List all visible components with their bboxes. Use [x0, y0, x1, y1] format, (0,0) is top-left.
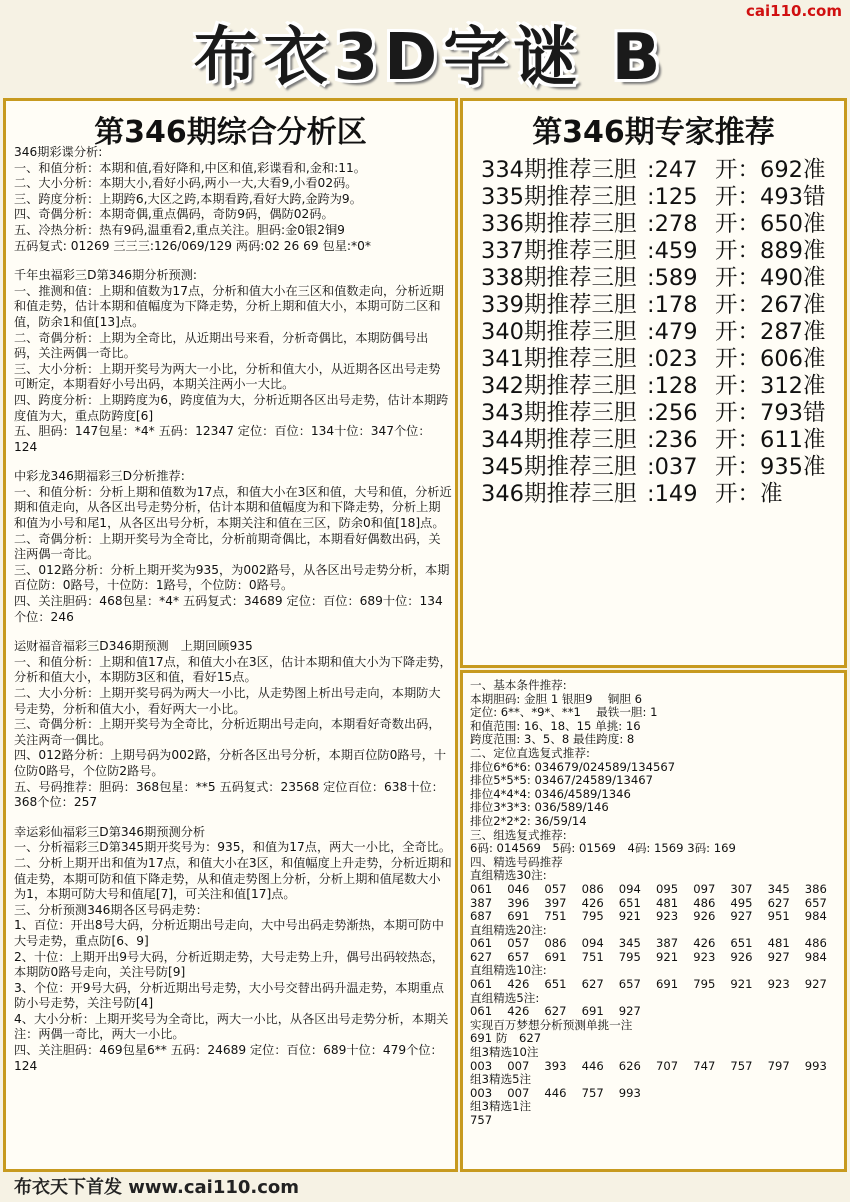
recommend-row [481, 157, 844, 184]
pick-number: 481 [767, 936, 790, 951]
pick-number: 951 [767, 909, 790, 924]
recommend-result: 开：准 [715, 481, 783, 507]
analysis-line: 一、和值分析：本期和值,看好降和,中区和值,彩谍看和,金和:11。 [14, 160, 366, 175]
pick-line: 排位4*4*4: 0346/4589/1346 [470, 786, 631, 801]
direct-30-grid [470, 883, 842, 924]
pick-number: 691 [581, 1004, 604, 1019]
direct-20-label: 直组精选20注: [470, 922, 547, 937]
recommend-number: :178 [647, 292, 698, 318]
recommend-row [481, 427, 844, 454]
recommend-number: :589 [647, 265, 698, 291]
pick-number: 921 [730, 977, 753, 992]
pick-number: 057 [544, 881, 567, 896]
pick-number: 751 [544, 909, 567, 924]
recommend-number: :037 [647, 454, 698, 480]
recommend-number: :128 [647, 373, 698, 399]
pick-number: 926 [693, 909, 716, 924]
recommend-result: 开：650准 [715, 211, 826, 237]
group3-1-value: 757 [470, 1113, 493, 1127]
pick-number: 747 [693, 1058, 716, 1073]
analysis-line: 一、和值分析：上期和值17点，和值大小在3区，估计本期和值大小为下降走势，分析和值大小，本期防3区和值，看好15点。 [14, 654, 452, 685]
recommend-period: 346期推荐三胆 [481, 481, 637, 507]
analysis-line: 二、分析上期开出和值为17点，和值大小在3区，和值幅度上升走势，分析近期和值走势，本期可防和值下降走势，从和值走势图上分析，分析上期和值尾数大小为1，本期可防大号和值尾[7]，可关注和值[17]点。 [14, 855, 452, 902]
recommend-result: 开：606准 [715, 346, 826, 372]
analysis-line: 四、关注胆码：468包星：*4* 五码复式：34689 定位：百位：689十位：134个位：246 [14, 594, 443, 624]
pick-number: 691 [507, 909, 530, 924]
recommend-number: :236 [647, 427, 698, 453]
recommend-row [481, 481, 844, 508]
recommend-period: 342期推荐三胆 [481, 373, 637, 399]
analysis-line: 三、跨度分析：上期跨6,大区之跨,本期看跨,看好大跨,金跨为9。 [14, 191, 362, 206]
pick-number: 003 [470, 1058, 493, 1073]
pick-number: 657 [618, 977, 641, 992]
section-heading: 千年虫福彩三D第346期分析预测: [14, 268, 198, 283]
pick-number: 984 [804, 909, 827, 924]
pick-line: 一、基本条件推荐: [470, 678, 567, 692]
pick-line: 四、精选号码推荐 [470, 854, 563, 869]
direct-10-label: 直组精选10注: [470, 963, 547, 978]
recommend-row [481, 373, 844, 400]
recommend-row [481, 211, 844, 238]
pick-number: 657 [507, 949, 530, 964]
pick-number: 094 [581, 936, 604, 951]
recommend-row [481, 184, 844, 211]
recommend-row [481, 265, 844, 292]
analysis-line: 二、大小分析：上期开奖号码为两大一小比，从走势图上析出号走向，本期防大号走势，分析和值大小，看好两大一小比。 [14, 686, 441, 716]
analysis-line: 五、号码推荐：胆码：368包星：**5 五码复式：23568 定位百位：638十位：368个位：257 [14, 779, 444, 810]
group3-10-grid [470, 1060, 842, 1074]
analysis-line: 1、百位：开出8号大码，分析近期出号走向，大中号出码走势渐热，本期可防中大号走势，重点防[6、9] [14, 918, 444, 948]
pick-number: 927 [618, 1004, 641, 1019]
picks-body [470, 679, 842, 1128]
analysis-line: 四、跨度分析：上期跨度为6，跨度值为大，分析近期各区出号走势，估计本期跨度值为大，重点防跨度[6] [14, 392, 449, 423]
recommend-result: 开：611准 [715, 427, 826, 453]
pick-number: 927 [804, 977, 827, 992]
pick-line: 排位2*2*2: 36/59/14 [470, 813, 587, 828]
pick-number: 795 [693, 977, 716, 992]
pick-number: 795 [618, 949, 641, 964]
direct-20-grid [470, 937, 842, 964]
recommend-row [481, 400, 844, 427]
pick-number: 797 [767, 1058, 790, 1073]
pick-number: 495 [730, 895, 753, 910]
pick-number: 386 [804, 881, 827, 896]
basic-conditions [470, 679, 842, 883]
analysis-line: 三、分析预测346期各区号码走势： [14, 902, 208, 917]
recommend-row [481, 238, 844, 265]
pick-number: 921 [618, 909, 641, 924]
pick-number: 387 [470, 895, 493, 910]
pick-number: 007 [507, 1058, 530, 1073]
site-logo[interactable]: cai110.com [746, 2, 842, 20]
analysis-line: 一、分析福彩三D第345期开奖号为：935，和值为17点，两大一小比，全奇比。 [14, 840, 452, 855]
pick-number: 691 [544, 949, 567, 964]
analysis-line: 2、十位：上期开出9号大码，分析近期走势，大号走势上升，偶号出码较热态，本期防0路号走向，关注号防[9] [14, 949, 444, 980]
pick-number: 923 [656, 909, 679, 924]
pick-number: 627 [581, 977, 604, 992]
recommend-row [481, 346, 844, 373]
pick-number: 086 [581, 881, 604, 896]
pick-line: 本期胆码: 金胆 1 银胆9 铜胆 6 [470, 691, 642, 706]
pick-line: 二、定位直选复式推荐: [470, 745, 590, 760]
pick-number: 007 [507, 1085, 530, 1100]
recommend-number: :256 [647, 400, 698, 426]
recommend-period: 345期推荐三胆 [481, 454, 637, 480]
pick-number: 426 [693, 936, 716, 951]
pick-number: 061 [470, 977, 493, 992]
section-heading: 幸运彩仙福彩三D第346期预测分析 [14, 824, 206, 839]
pick-number: 446 [581, 1058, 604, 1073]
pick-number: 481 [656, 895, 679, 910]
pick-number: 046 [507, 881, 530, 896]
recommend-number: :479 [647, 319, 698, 345]
pick-number: 396 [507, 895, 530, 910]
recommend-period: 338期推荐三胆 [481, 265, 637, 291]
section-heading: 346期彩谍分析: [14, 145, 103, 159]
single-pick [470, 1019, 842, 1060]
recommend-period: 337期推荐三胆 [481, 238, 637, 264]
recommend-period: 341期推荐三胆 [481, 346, 637, 372]
analysis-line: 五码复式: 01269 三三三:126/069/129 两码:02 26 69 包星:*0* [14, 238, 371, 253]
recommend-row [481, 319, 844, 346]
pick-line: 6码: 014569 5码: 01569 4码: 1569 3码: 169 [470, 841, 736, 856]
pick-number: 707 [656, 1058, 679, 1073]
recommend-number: :023 [647, 346, 698, 372]
pick-number: 061 [470, 1004, 493, 1019]
recommend-period: 336期推荐三胆 [481, 211, 637, 237]
group3-5-label: 组3精选5注 [470, 1072, 532, 1087]
pick-number: 651 [730, 936, 753, 951]
pick-number: 993 [618, 1085, 641, 1100]
analysis-line: 二、大小分析：本期大小,看好小码,两小一大,大看9,小看02码。 [14, 176, 358, 191]
recommend-row [481, 454, 844, 481]
pick-number: 926 [730, 949, 753, 964]
pick-number: 651 [618, 895, 641, 910]
direct-5-grid [470, 1005, 842, 1019]
pick-line: 691 防 627 [470, 1031, 542, 1046]
recommend-period: 340期推荐三胆 [481, 319, 637, 345]
pick-number: 795 [581, 909, 604, 924]
pick-number: 923 [693, 949, 716, 964]
picks-panel [460, 670, 847, 1172]
pick-number: 094 [618, 881, 641, 896]
pick-number: 651 [544, 977, 567, 992]
group3-1-label: 组3精选1注 [470, 1099, 532, 1114]
pick-line: 定位: 6**、*9*、**1 最铁一胆: 1 [470, 705, 658, 720]
analysis-line: 三、奇偶分析：上期开奖号为全奇比，分析近期出号走向，本期看好奇数出码，关注两奇一偶比。 [14, 717, 441, 747]
pick-line: 跨度范围: 3、5、8 最佳跨度: 8 [470, 732, 635, 747]
recommend-result: 开：889准 [715, 238, 826, 264]
pick-number: 307 [730, 881, 753, 896]
recommend-result: 开：287准 [715, 319, 826, 345]
pick-number: 426 [507, 1004, 530, 1019]
recommend-result: 开：267准 [715, 292, 826, 318]
analysis-line: 二、奇偶分析：上期为全奇比，从近期出号来看，分析奇偶比，本期防偶号出码，关注两偶一奇比。 [14, 330, 429, 361]
pick-number: 086 [544, 936, 567, 951]
analysis-line: 二、奇偶分析：上期开奖号为全奇比，分析前期奇偶比，本期看好偶数出码，关注两偶一奇比。 [14, 531, 441, 562]
analysis-line: 四、关注胆码：469包星6** 五码：24689 定位：百位：689十位：479个位：124 [14, 1043, 443, 1073]
pick-number: 345 [767, 881, 790, 896]
pick-number: 627 [470, 949, 493, 964]
pick-number: 387 [656, 936, 679, 951]
pick-number: 486 [693, 895, 716, 910]
recommend-result: 开：935准 [715, 454, 826, 480]
recommend-period: 334期推荐三胆 [481, 157, 637, 183]
recommend-number: :459 [647, 238, 698, 264]
pick-line: 和值范围: 16、18、15 单挑: 16 [470, 718, 641, 733]
pick-number: 921 [656, 949, 679, 964]
analysis-line: 五、胆码：147包星：*4* 五码：12347 定位：百位：134十位：347个位：124 [14, 424, 431, 454]
analysis-line: 五、冷热分析：热有9码,温重看2,重点关注。胆码:金0银2铜9 [14, 222, 345, 237]
pick-number: 751 [581, 949, 604, 964]
pick-number: 627 [767, 895, 790, 910]
direct-10-grid [470, 978, 842, 992]
pick-number: 057 [507, 936, 530, 951]
pick-number: 061 [470, 881, 493, 896]
pick-number: 446 [544, 1085, 567, 1100]
analysis-line: 一、推测和值：上期和值数为17点，分析和值大小在三区和值数走向，分析近期和值走势，估计本期和值幅度为下降走势，分析上期和值大小，本期可防二区和值，防余1和值[13]点。 [14, 283, 444, 329]
recommend-period: 343期推荐三胆 [481, 400, 637, 426]
pick-number: 486 [804, 936, 827, 951]
expert-panel [460, 98, 847, 668]
pick-number: 687 [470, 909, 493, 924]
pick-number: 095 [656, 881, 679, 896]
pick-line: 排位5*5*5: 03467/24589/13467 [470, 773, 653, 788]
pick-line: 实现百万梦想分析预测单挑一注 [470, 1017, 633, 1032]
recommend-number: :125 [647, 184, 698, 210]
pick-number: 984 [804, 949, 827, 964]
recommend-number: :247 [647, 157, 698, 183]
analysis-line: 一、和值分析：分析上期和值数为17点，和值大小在3区和值，大号和值，分析近期和值走向，从各区出号走势分析，估计本期和值幅度为和下降走势，分析上期和值为小号和尾1，从各区出号分析，本期关注和值在三区，防余0和值[18]点。 [14, 484, 452, 531]
analysis-line: 四、012路分析：上期号码为002路，分析各区出号分析，本期百位防0路号，十位防0路号，个位防2路号。 [14, 748, 447, 778]
recommend-result: 开：793错 [715, 400, 826, 426]
recommend-result: 开：312准 [715, 373, 826, 399]
recommend-result: 开：490准 [715, 265, 826, 291]
pick-number: 626 [618, 1058, 641, 1073]
analysis-title: 第346期综合分析区 [94, 115, 367, 150]
analysis-line: 3、个位：开9号大码，分析近期出号走势，大小号交替出码升温走势，本期重点防小号走势，关注号防[4] [14, 980, 444, 1011]
pick-number: 003 [470, 1085, 493, 1100]
analysis-line: 三、012路分析：分析上期开奖为935，为002路号，从各区出号走势分析，本期百位防：0路号，十位防：1路号，个位防：0路号。 [14, 562, 450, 593]
pick-number: 993 [804, 1058, 827, 1073]
pick-line: 直组精选30注: [470, 868, 547, 883]
expert-title: 第346期专家推荐 [532, 115, 775, 150]
pick-number: 627 [544, 1004, 567, 1019]
recommend-row [481, 292, 844, 319]
pick-line: 排位6*6*6: 034679/024589/134567 [470, 759, 676, 774]
pick-number: 927 [767, 949, 790, 964]
section-heading: 中彩龙346期福彩三D分析推荐: [14, 469, 185, 484]
pick-number: 657 [804, 895, 827, 910]
pick-number: 923 [767, 977, 790, 992]
banner [0, 0, 850, 96]
analysis-line: 4、大小分析：上期开奖号为全奇比，两大一小比，从各区出号走势分析，本期关注：两偶一奇比，两大一小比。 [14, 1011, 449, 1042]
pick-number: 757 [581, 1085, 604, 1100]
pick-number: 757 [730, 1058, 753, 1073]
banner-title: 布衣3D字谜 B [193, 21, 667, 95]
pick-number: 927 [730, 909, 753, 924]
recommend-result: 开：493错 [715, 184, 826, 210]
pick-number: 397 [544, 895, 567, 910]
recommend-period: 339期推荐三胆 [481, 292, 637, 318]
group3-5-grid [470, 1087, 842, 1101]
pick-number: 345 [618, 936, 641, 951]
pick-line: 三、组选复式推荐: [470, 827, 567, 842]
pick-line: 排位3*3*3: 036/589/146 [470, 800, 609, 815]
pick-number: 691 [656, 977, 679, 992]
recommend-period: 344期推荐三胆 [481, 427, 637, 453]
analysis-panel [3, 98, 458, 1172]
recommend-period: 335期推荐三胆 [481, 184, 637, 210]
analysis-body [14, 145, 452, 1074]
pick-number: 426 [581, 895, 604, 910]
analysis-line: 四、奇偶分析：本期奇偶,重点偶码，奇防9码，偶防02码。 [14, 207, 334, 222]
section-heading: 运财福音福彩三D346期预测 上期回顾935 [14, 639, 253, 654]
recommend-number: :149 [647, 481, 698, 507]
pick-number: 061 [470, 936, 493, 951]
analysis-line: 三、大小分析：上期开奖号为两大一小比，分析和值大小，从近期各区出号走势可断定，本期看好小号出码，本期关注两小一大比。 [14, 361, 441, 392]
recommend-number: :278 [647, 211, 698, 237]
pick-number: 097 [693, 881, 716, 896]
recommend-result: 开：692准 [715, 157, 826, 183]
pick-number: 426 [507, 977, 530, 992]
expert-recommend-list [481, 157, 844, 508]
pick-line: 组3精选10注 [470, 1045, 539, 1060]
pick-number: 393 [544, 1058, 567, 1073]
footer: 布衣天下首发 www.cai110.com [0, 1174, 850, 1202]
direct-5-label: 直组精选5注: [470, 990, 540, 1005]
